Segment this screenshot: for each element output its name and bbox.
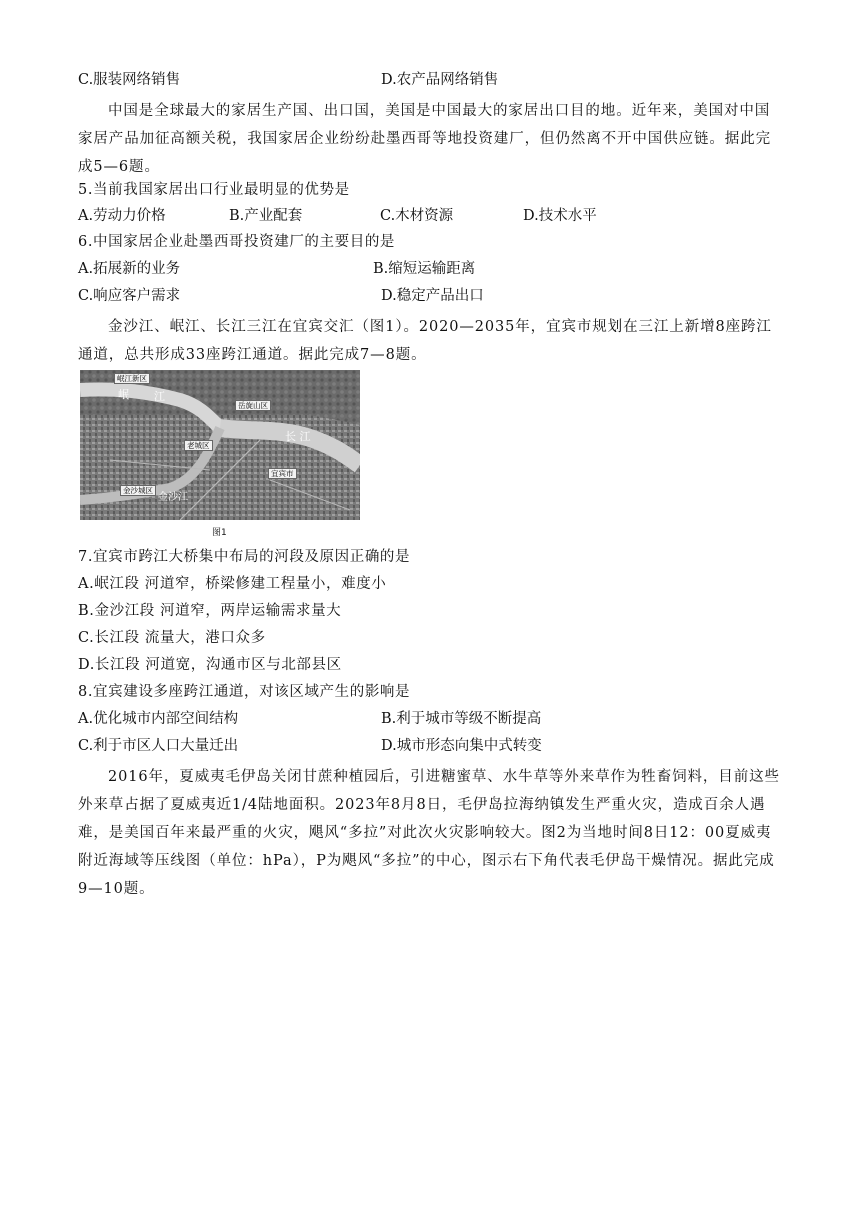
label-jiang-char: 江 — [154, 390, 165, 403]
passage-9-10: 2016年，夏威夷毛伊岛关闭甘蔗种植园后，引进糖蜜草、水牛草等外来草作为牲畜饲料，目前这些外来草占据了夏威夷近1/4陆地面积。2023年8月8日，毛伊岛拉海纳镇发生严重火灾，造成百余人遇难，是美国百年来最严重的火灾，飓风“多拉”对此次火灾影响较大。图2为当地时间8日12：00夏威夷附近海域等压线图（单位：hPa），P为飓风“多拉”的中心，图示右下角代表毛伊岛干燥情况。据此完成9—10题。 — [78, 769, 780, 897]
q6-option-c: C.响应客户需求 — [78, 288, 181, 304]
q5-stem: 5.当前我国家居出口行业最明显的优势是 — [78, 182, 350, 198]
label-min-char: 岷 — [118, 388, 129, 401]
q8-option-b: B.利于城市等级不断提高 — [381, 711, 542, 727]
label-minjiang-new-district: 岷江新区 — [114, 373, 150, 384]
q5-option-a: A.劳动力价格 — [78, 208, 166, 224]
passage-7-8: 金沙江、岷江、长江三江在宜宾交汇（图1）。2020—2035年，宜宾市规划在三江上新增8座跨江通道，总共形成33座跨江通道。据此完成7—8题。 — [78, 319, 772, 363]
q8-stem: 8.宜宾建设多座跨江通道，对该区域产生的影响是 — [78, 684, 411, 700]
figure-1-caption: 图1 — [212, 528, 227, 538]
q8-option-a: A.优化城市内部空间结构 — [78, 711, 239, 727]
label-changjiang: 长 江 — [285, 430, 311, 443]
q6-option-d: D.稳定产品出口 — [381, 288, 484, 304]
q6-option-a: A.拓展新的业务 — [78, 261, 181, 277]
label-cuiping-district: 岳旋山区 — [235, 400, 271, 411]
label-old-town: 老城区 — [184, 440, 213, 451]
q7-option-d: D.长江段 河道宽，沟通市区与北部县区 — [78, 657, 342, 673]
q8-option-d: D.城市形态向集中式转变 — [381, 738, 542, 754]
q7-option-a: A.岷江段 河道窄，桥梁修建工程量小，难度小 — [78, 576, 387, 592]
q5-option-b: B.产业配套 — [229, 208, 303, 224]
q6-stem: 6.中国家居企业赴墨西哥投资建厂的主要目的是 — [78, 234, 396, 250]
q5-option-c: C.木材资源 — [380, 208, 454, 224]
q5-option-d: D.技术水平 — [523, 208, 597, 224]
label-jinsha-district: 金沙城区 — [120, 485, 156, 496]
label-jinsha-river: 金沙江 — [158, 492, 188, 503]
q4-option-c: C.服装网络销售 — [78, 72, 181, 88]
q6-option-b: B.缩短运输距离 — [373, 261, 476, 277]
q7-stem: 7.宜宾市跨江大桥集中布局的河段及原因正确的是 — [78, 549, 411, 565]
figure-1-map — [80, 370, 360, 520]
label-yibin-city: 宜宾市 — [268, 468, 297, 479]
q4-option-d: D.农产品网络销售 — [381, 72, 499, 88]
q7-option-c: C.长江段 流量大，港口众多 — [78, 630, 266, 646]
q8-option-c: C.利于市区人口大量迁出 — [78, 738, 239, 754]
q7-option-b: B.金沙江段 河道窄，两岸运输需求量大 — [78, 603, 342, 619]
passage-5-6: 中国是全球最大的家居生产国、出口国，美国是中国最大的家居出口目的地。近年来，美国对中国家居产品加征高额关税，我国家居企业纷纷赴墨西哥等地投资建厂，但仍然离不开中国供应链。据此完成5—6题。 — [78, 103, 771, 175]
